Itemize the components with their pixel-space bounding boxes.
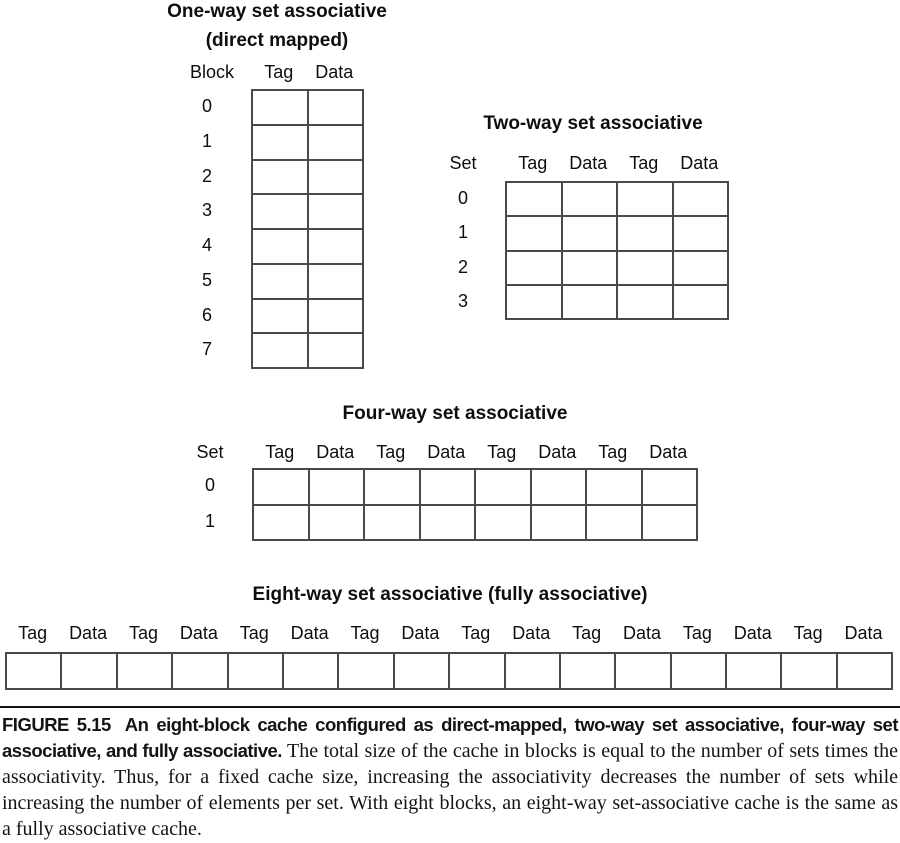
cache-cell	[308, 229, 364, 264]
cache-cell	[560, 653, 615, 689]
cache-cell	[586, 505, 642, 541]
col-label-data: Data	[427, 442, 466, 462]
cache-cell	[506, 182, 562, 216]
col-label-tag: Tag	[793, 623, 823, 643]
cache-cell	[6, 653, 61, 689]
cache-table	[5, 652, 893, 690]
cache-cell	[308, 194, 364, 229]
cache-cell	[364, 469, 420, 505]
row-label-3: 3	[457, 290, 468, 311]
cache-cell	[505, 653, 560, 689]
cache-cell	[673, 285, 729, 319]
cache-cell	[726, 653, 781, 689]
cache-cell	[617, 182, 673, 216]
col-label-tag: Tag	[350, 623, 380, 643]
cache-cell	[837, 653, 892, 689]
section-title: One-way set associative	[167, 1, 387, 22]
col-label-tag: Tag	[264, 62, 294, 82]
cache-cell	[394, 653, 449, 689]
column-labels	[252, 442, 696, 463]
caption-bold-text: An eight-block cache configured as direct-mapped, two-way set associative, four-way set associative, and fully associative.	[2, 714, 898, 761]
cache-cell	[309, 505, 365, 541]
cache-cell	[531, 469, 587, 505]
col-label-tag: Tag	[376, 442, 406, 462]
cache-table	[505, 181, 729, 320]
row-header-label: Set	[196, 442, 224, 462]
cache-table	[252, 468, 698, 541]
cache-cell	[172, 653, 227, 689]
row-label-2: 2	[457, 256, 468, 277]
cache-cell	[673, 182, 729, 216]
cache-cell	[506, 216, 562, 250]
cache-cell	[506, 285, 562, 319]
cache-cell	[562, 182, 618, 216]
cache-cell	[308, 125, 364, 160]
row-labels	[179, 89, 235, 367]
figure-number-label: FIGURE 5.15	[2, 714, 111, 735]
col-label-data: Data	[315, 62, 354, 82]
row-label-1: 1	[457, 222, 468, 243]
col-label-tag: Tag	[629, 153, 659, 173]
cache-cell	[562, 216, 618, 250]
cache-cell	[562, 251, 618, 285]
col-label-tag: Tag	[487, 442, 517, 462]
row-label-5: 5	[201, 269, 212, 290]
col-label-tag: Tag	[461, 623, 491, 643]
cache-cell	[506, 251, 562, 285]
col-label-data: Data	[69, 623, 108, 643]
cache-cell	[252, 160, 308, 195]
cache-cell	[228, 653, 283, 689]
row-label-4: 4	[201, 235, 212, 255]
cache-cell	[475, 469, 531, 505]
cache-cell	[252, 264, 308, 299]
cache-cell	[252, 90, 308, 125]
cache-cell	[562, 285, 618, 319]
col-label-tag: Tag	[265, 442, 295, 462]
col-label-data: Data	[401, 623, 440, 643]
col-label-data: Data	[512, 623, 551, 643]
caption-divider	[0, 706, 900, 708]
column-labels	[505, 153, 727, 174]
row-labels	[182, 468, 238, 539]
cache-cell	[617, 285, 673, 319]
row-header-label: Block	[189, 62, 234, 82]
cache-cell	[338, 653, 393, 689]
col-label-data: Data	[680, 153, 719, 173]
figure-caption	[2, 712, 898, 842]
section-title: Two-way set associative	[483, 113, 703, 134]
cache-cell	[642, 505, 698, 541]
row-label-0: 0	[204, 475, 215, 495]
col-label-tag: Tag	[128, 623, 158, 643]
cache-cell	[475, 505, 531, 541]
row-label-0: 0	[457, 188, 468, 208]
column-labels	[5, 623, 891, 644]
section-subtitle: (direct mapped)	[205, 30, 349, 51]
cache-cell	[309, 469, 365, 505]
col-label-data: Data	[179, 623, 218, 643]
col-label-data: Data	[844, 623, 883, 643]
cache-cell	[671, 653, 726, 689]
row-label-6: 6	[201, 304, 212, 325]
cache-cell	[252, 125, 308, 160]
cache-cell	[253, 505, 309, 541]
col-label-data: Data	[290, 623, 329, 643]
col-label-data: Data	[649, 442, 688, 462]
col-label-tag: Tag	[572, 623, 602, 643]
cache-cell	[420, 469, 476, 505]
col-label-tag: Tag	[682, 623, 712, 643]
row-label-7: 7	[201, 339, 212, 360]
col-label-tag: Tag	[598, 442, 628, 462]
col-label-data: Data	[733, 623, 772, 643]
column-labels	[251, 62, 362, 83]
cache-cell	[673, 216, 729, 250]
col-label-tag: Tag	[18, 623, 48, 643]
cache-cell	[364, 505, 420, 541]
row-label-2: 2	[201, 165, 212, 186]
cache-cell	[420, 505, 476, 541]
cache-cell	[615, 653, 670, 689]
cache-cell	[673, 251, 729, 285]
row-header-label: Set	[449, 153, 477, 173]
cache-cell	[283, 653, 338, 689]
cache-table	[251, 89, 364, 369]
cache-cell	[253, 469, 309, 505]
cache-cell	[781, 653, 836, 689]
col-label-data: Data	[622, 623, 661, 643]
section-title: Four-way set associative	[342, 403, 568, 424]
cache-cell	[252, 229, 308, 264]
row-label-3: 3	[201, 200, 212, 221]
row-label-0: 0	[201, 96, 212, 116]
cache-cell	[586, 469, 642, 505]
row-label-1: 1	[204, 510, 215, 531]
cache-cell	[252, 299, 308, 334]
cache-cell	[449, 653, 504, 689]
cache-cell	[308, 264, 364, 299]
col-label-tag: Tag	[518, 153, 548, 173]
cache-cell	[252, 333, 308, 368]
col-label-data: Data	[569, 153, 608, 173]
cache-cell	[61, 653, 116, 689]
col-label-data: Data	[316, 442, 355, 462]
cache-cell	[308, 299, 364, 334]
cache-cell	[308, 333, 364, 368]
col-label-tag: Tag	[239, 623, 269, 643]
cache-cell	[308, 160, 364, 195]
cache-cell	[617, 216, 673, 250]
cache-cell	[308, 90, 364, 125]
cache-cell	[617, 251, 673, 285]
cache-cell	[252, 194, 308, 229]
cache-cell	[642, 469, 698, 505]
cache-cell	[117, 653, 172, 689]
row-labels	[435, 181, 491, 318]
row-label-1: 1	[201, 130, 212, 151]
cache-cell	[531, 505, 587, 541]
col-label-data: Data	[538, 442, 577, 462]
section-title: Eight-way set associative (fully associative)	[252, 584, 648, 605]
caption-body-text: The total size of the cache in blocks is equal to the number of sets times the associativity. Thus, for a fixed cache size, increasing the associativity decreases the number of sets while increasing the number of elements per set. With eight blocks, an eight-way set-associative cache is the same as a fully associative cache.	[2, 740, 898, 840]
